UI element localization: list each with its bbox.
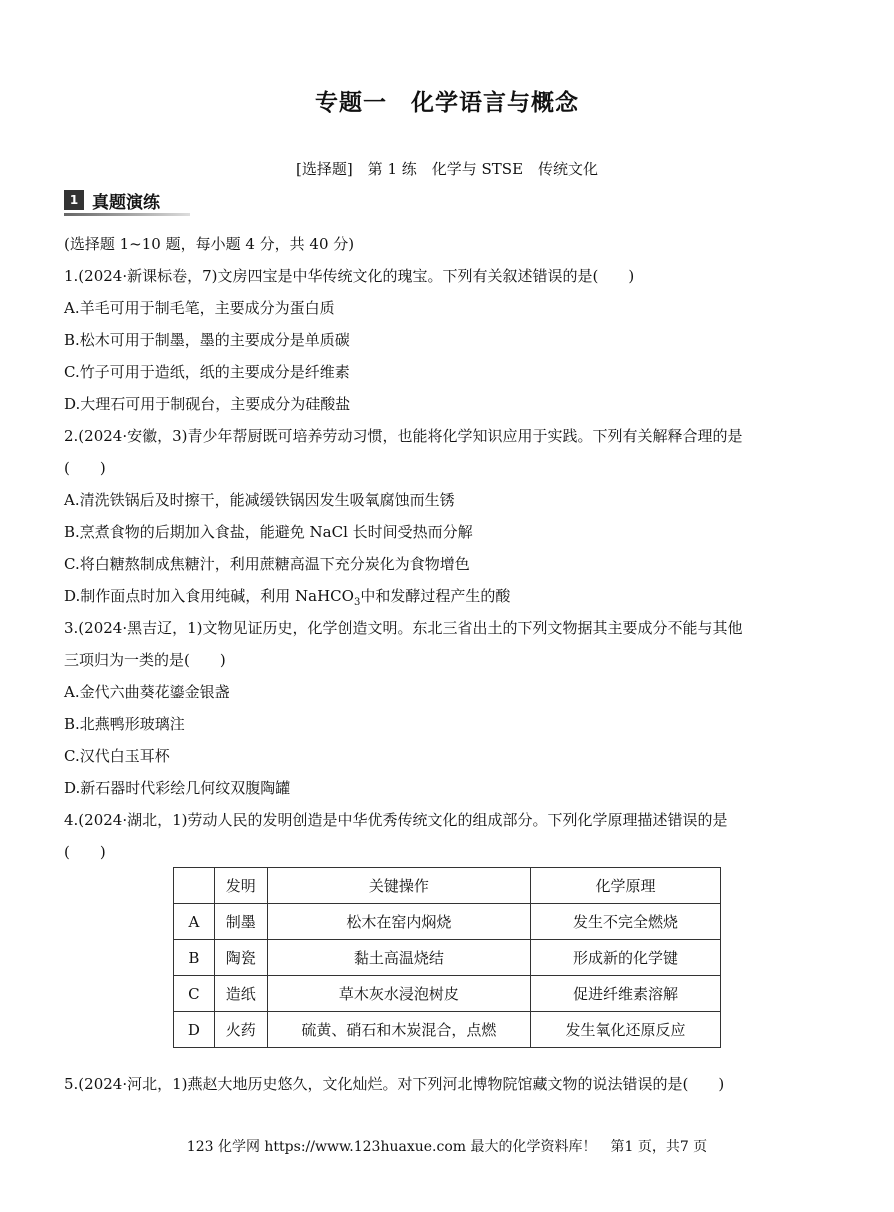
table-cell: B: [174, 940, 215, 976]
table-cell: D: [174, 1012, 215, 1048]
question-1-option-a: A.羊毛可用于制毛笔，主要成分为蛋白质: [64, 299, 335, 317]
table-header-cell: 发明: [214, 868, 267, 904]
table-cell: 硫黄、硝石和木炭混合，点燃: [267, 1012, 531, 1048]
question-4-stem-line-2: ( ): [64, 843, 106, 861]
section-number-badge: 1: [64, 190, 84, 210]
section-label: 真题演练: [92, 192, 160, 213]
question-3-option-b: B.北燕鸭形玻璃注: [64, 715, 185, 733]
question-1-option-c: C.竹子可用于造纸，纸的主要成分是纤维素: [64, 363, 350, 381]
question-2-option-d-pre: D.制作面点时加入食用纯碱，利用 NaHCO: [64, 587, 354, 605]
question-2-option-b: B.烹煮食物的后期加入食盐，能避免 NaCl 长时间受热而分解: [64, 523, 473, 541]
table-cell: 黏土高温烧结: [267, 940, 531, 976]
section-header: [64, 187, 168, 213]
question-2-option-d-post: 中和发酵过程产生的酸: [360, 587, 511, 605]
table-cell: A: [174, 904, 215, 940]
question-1-option-b: B.松木可用于制墨，墨的主要成分是单质碳: [64, 331, 350, 349]
question-5-stem: 5.(2024·河北，1)燕赵大地历史悠久，文化灿烂。对下列河北博物院馆藏文物的说法错误的是( ): [64, 1075, 725, 1093]
section-underline: [64, 213, 190, 216]
table-cell: 火药: [214, 1012, 267, 1048]
table-cell: 造纸: [214, 976, 267, 1012]
table-header-row: [174, 868, 721, 904]
table-row: [174, 940, 721, 976]
question-2-option-d-subscript: 3: [353, 597, 361, 608]
table-row: [174, 1012, 721, 1048]
question-2-option-c: C.将白糖熬制成焦糖汁，利用蔗糖高温下充分炭化为食物增色: [64, 555, 470, 573]
table-cell: 促进纤维素溶解: [531, 976, 721, 1012]
question-3-stem-line-1: 3.(2024·黑吉辽，1)文物见证历史，化学创造文明。东北三省出土的下列文物据其主要成分不能与其他: [64, 619, 743, 637]
question-3-option-d: D.新石器时代彩绘几何纹双腹陶罐: [64, 779, 291, 797]
question-1-option-d: D.大理石可用于制砚台，主要成分为硅酸盐: [64, 395, 351, 413]
table-cell: 草木灰水浸泡树皮: [267, 976, 531, 1012]
question-4-stem-line-1: 4.(2024·湖北，1)劳动人民的发明创造是中华优秀传统文化的组成部分。下列化学原理描述错误的是: [64, 811, 728, 829]
inventions-table: [173, 867, 721, 1048]
page-subtitle: [选择题] 第 1 练 化学与 STSE 传统文化: [295, 160, 599, 178]
table-cell: 制墨: [214, 904, 267, 940]
table-row: [174, 904, 721, 940]
table-cell: 松木在窑内焖烧: [267, 904, 531, 940]
section-intro: (选择题 1~10 题，每小题 4 分，共 40 分): [64, 235, 355, 253]
table-cell: 形成新的化学键: [531, 940, 721, 976]
table-header-cell: 化学原理: [531, 868, 721, 904]
question-3-option-c: C.汉代白玉耳杯: [64, 747, 170, 765]
page-footer: 123 化学网 https://www.123huaxue.com 最大的化学资料库！ 第1 页，共7 页: [186, 1139, 708, 1155]
page-title: 专题一 化学语言与概念: [315, 90, 579, 116]
question-2-option-a: A.清洗铁锅后及时擦干，能减缓铁锅因发生吸氧腐蚀而生锈: [64, 491, 455, 509]
table-header-cell: [174, 868, 215, 904]
table-cell: C: [174, 976, 215, 1012]
question-2-option-d: [64, 580, 834, 612]
table-row: [174, 976, 721, 1012]
table-cell: 发生氧化还原反应: [531, 1012, 721, 1048]
table-cell: 陶瓷: [214, 940, 267, 976]
table-header-cell: 关键操作: [267, 868, 531, 904]
question-2-stem-line-2: ( ): [64, 459, 106, 477]
questions-content: [64, 228, 834, 868]
question-3-stem-line-2: 三项归为一类的是( ): [64, 651, 226, 669]
question-3-option-a: A.金代六曲葵花鎏金银盏: [64, 683, 230, 701]
question-2-stem-line-1: 2.(2024·安徽，3)青少年帮厨既可培养劳动习惯，也能将化学知识应用于实践。下列有关解释合理的是: [64, 427, 743, 445]
question-1-stem: 1.(2024·新课标卷，7)文房四宝是中华传统文化的瑰宝。下列有关叙述错误的是( ): [64, 267, 635, 285]
table-cell: 发生不完全燃烧: [531, 904, 721, 940]
